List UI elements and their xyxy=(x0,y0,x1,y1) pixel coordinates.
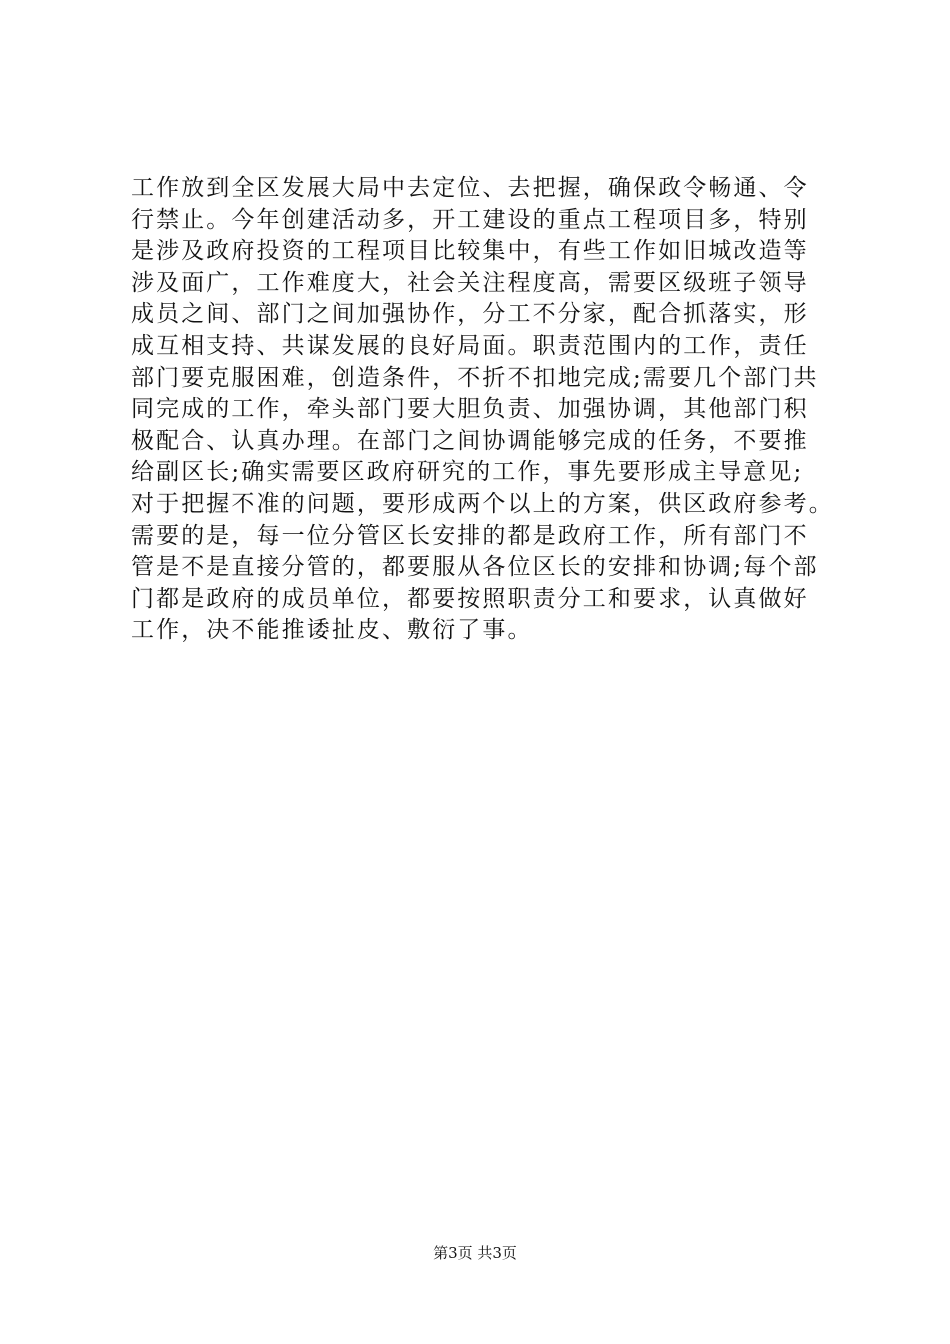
text-line: 成互相支持、共谋发展的良好局面。职责范围内的工作，责任 xyxy=(131,332,809,359)
text-line: 给副区长;确实需要区政府研究的工作，事先要形成主导意见; xyxy=(131,459,804,486)
text-line: 涉及面广，工作难度大，社会关注程度高，需要区级班子领导 xyxy=(131,269,809,296)
text-line: 对于把握不准的问题，要形成两个以上的方案，供区政府参考。 xyxy=(131,490,834,517)
text-line: 需要的是，每一位分管区长安排的都是政府工作，所有部门不 xyxy=(131,522,809,549)
text-line: 管是不是直接分管的，都要服从各位区长的安排和协调;每个部 xyxy=(131,554,819,581)
text-line: 极配合、认真办理。在部门之间协调能够完成的任务，不要推 xyxy=(131,427,809,454)
body-paragraph xyxy=(131,173,851,647)
text-line: 工作，决不能推诿扯皮、敷衍了事。 xyxy=(131,617,533,644)
text-line: 是涉及政府投资的工程项目比较集中，有些工作如旧城改造等 xyxy=(131,238,809,265)
text-line: 同完成的工作，牵头部门要大胆负责、加强协调，其他部门积 xyxy=(131,396,809,423)
text-line: 成员之间、部门之间加强协作，分工不分家，配合抓落实，形 xyxy=(131,301,809,328)
text-line: 行禁止。今年创建活动多，开工建设的重点工程项目多，特别 xyxy=(131,206,809,233)
text-line: 工作放到全区发展大局中去定位、去把握，确保政令畅通、令 xyxy=(131,175,809,201)
page-number-footer: 第3页 共3页 xyxy=(433,1244,517,1262)
text-line: 部门要克服困难，创造条件，不折不扣地完成;需要几个部门共 xyxy=(131,364,819,391)
text-line: 门都是政府的成员单位，都要按照职责分工和要求，认真做好 xyxy=(131,585,809,612)
